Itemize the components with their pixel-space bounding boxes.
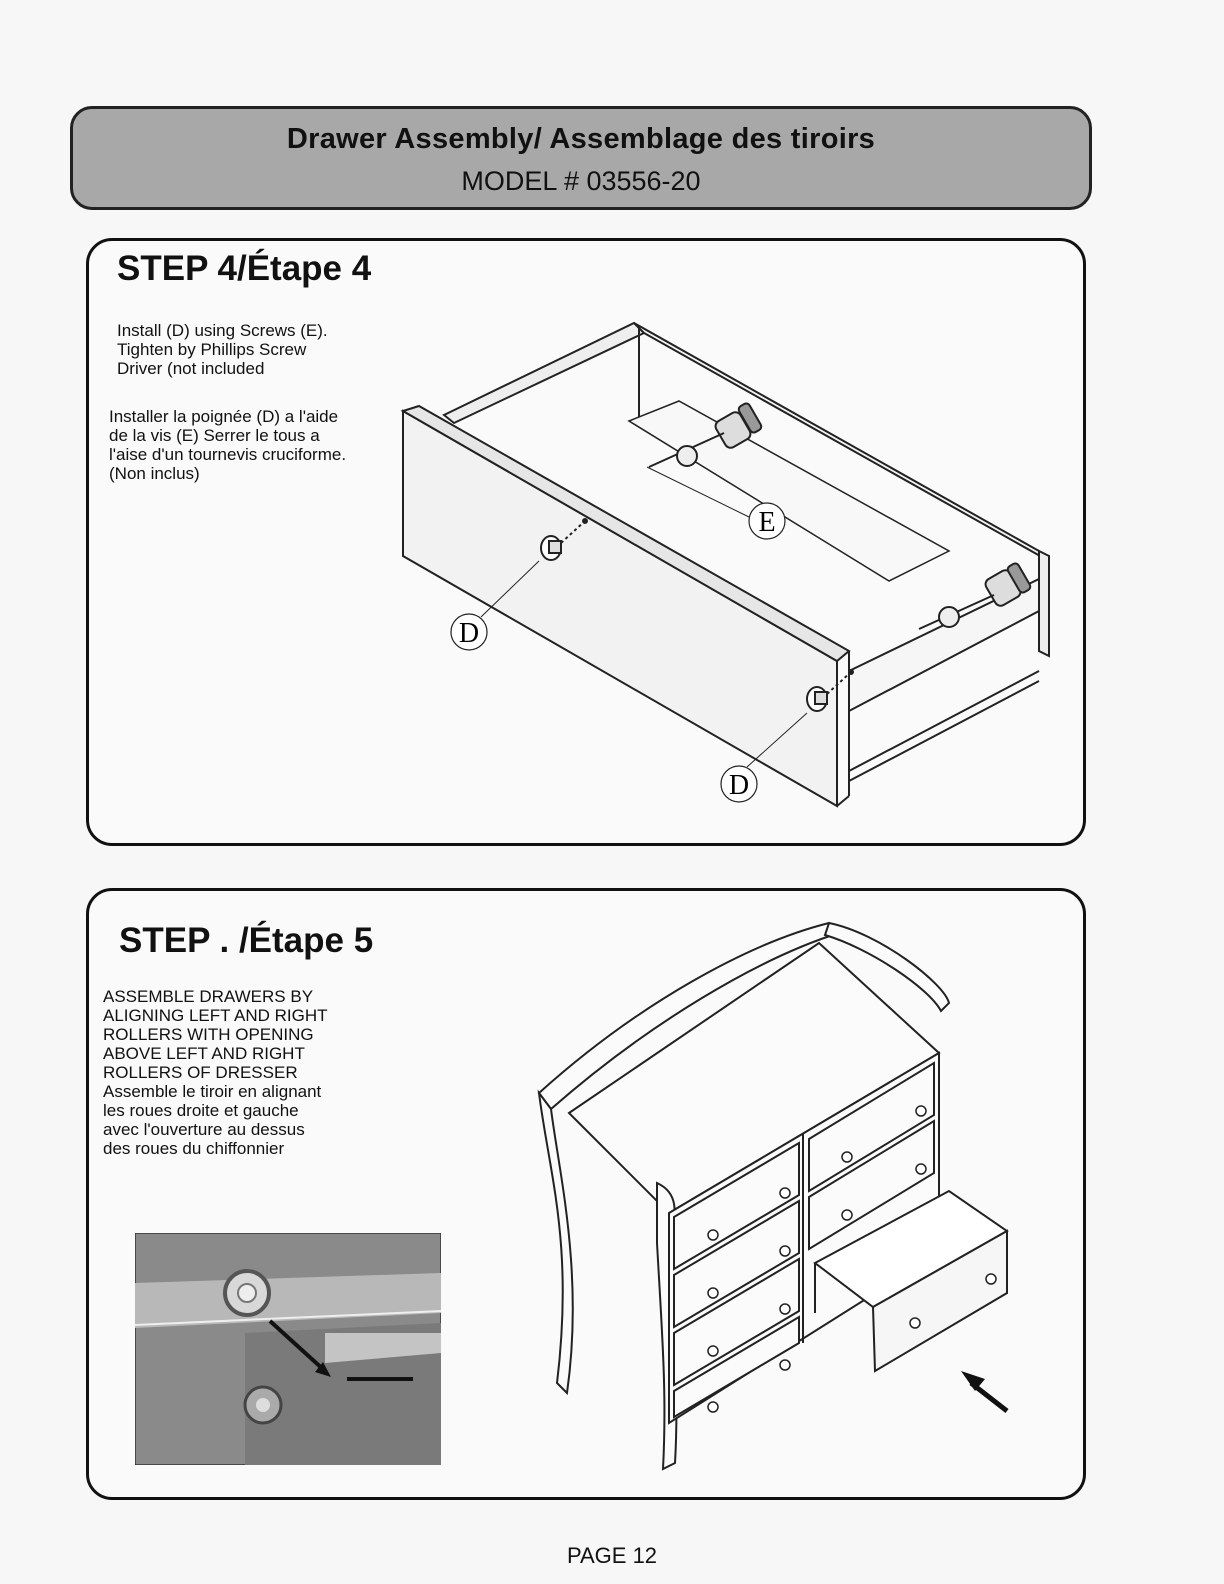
step5-en-line: ASSEMBLE DRAWERS BY (103, 987, 314, 1006)
step4-instructions-fr (109, 407, 389, 483)
dresser-side-left (539, 1093, 573, 1393)
header-banner (70, 106, 1092, 210)
step5-fr-line: avec l'ouverture au dessus (103, 1120, 305, 1139)
step5-instructions-en (103, 987, 383, 1082)
drawer-back-panel (444, 323, 644, 423)
step4-en-line: Driver (not included (117, 359, 265, 378)
step4-instructions-en (117, 321, 377, 378)
step5-fr-line: Assemble le tiroir en alignant (103, 1082, 322, 1101)
insert-direction-arrow-icon (961, 1371, 1007, 1411)
callout-d-label-upper: D (458, 618, 480, 649)
step4-fr-line: (Non inclus) (109, 464, 200, 483)
model-number: MODEL # 03556-20 (461, 166, 701, 196)
step5-fr-line: des roues du chiffonnier (103, 1139, 285, 1158)
step4-title: STEP 4/Étape 4 (117, 249, 372, 288)
step5-title: STEP . /Étape 5 (119, 921, 374, 960)
step4-fr-line: Installer la poignée (D) a l'aide (109, 407, 339, 426)
step5-en-line: ROLLERS OF DRESSER (103, 1063, 298, 1082)
step4-en-line: Install (D) using Screws (E). (117, 321, 328, 340)
step5-en-line: ALIGNING LEFT AND RIGHT (103, 1006, 328, 1025)
callout-e-label: E (758, 507, 776, 538)
callout-d-label-lower: D (728, 770, 750, 801)
step5-panel (86, 888, 1086, 1500)
step4-en-line: Tighten by Phillips Screw (117, 340, 307, 359)
drawer-side-right (1039, 551, 1049, 656)
page-title: Drawer Assembly/ Assemblage des tiroirs (286, 123, 876, 155)
roller-closeup-photo (135, 1233, 441, 1465)
step5-en-line: ABOVE LEFT AND RIGHT (103, 1044, 305, 1063)
page-number: PAGE 12 (566, 1543, 658, 1568)
drawer-assembly-diagram (389, 311, 1069, 821)
step4-panel (86, 238, 1086, 846)
step5-fr-line: les roues droite et gauche (103, 1101, 299, 1120)
step4-fr-line: de la vis (E) Serrer le tous a (109, 426, 320, 445)
step5-instructions-fr (103, 1082, 363, 1158)
dresser-illustration (529, 913, 1019, 1473)
step5-en-line: ROLLERS WITH OPENING (103, 1025, 314, 1044)
step4-fr-line: l'aise d'un tournevis cruciforme. (109, 445, 347, 464)
